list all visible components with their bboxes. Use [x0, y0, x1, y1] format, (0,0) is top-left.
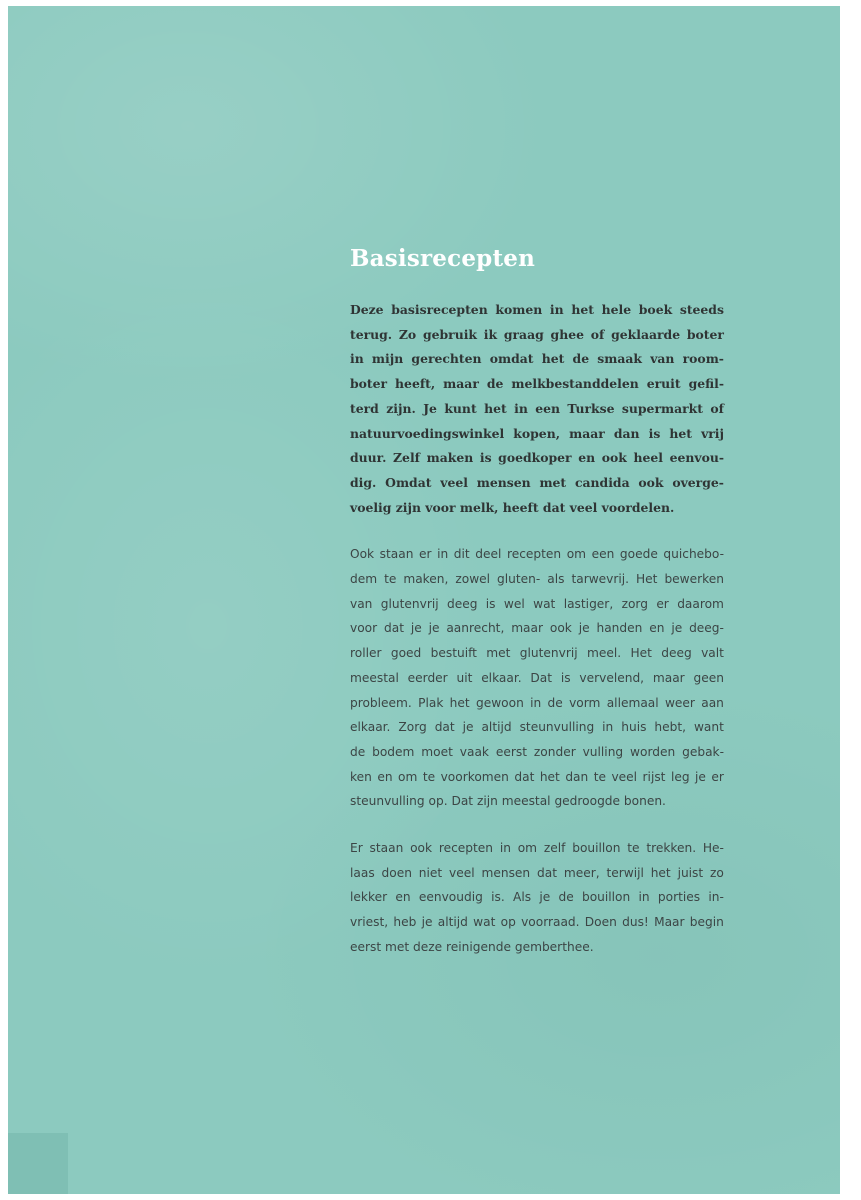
intro-line: Deze basisrecepten komen in het hele boek steeds — [350, 302, 724, 317]
intro-line: in mijn gerechten omdat het de smaak van room- — [350, 351, 724, 367]
intro-line: natuurvoedingswinkel kopen, maar dan is het vrij — [350, 425, 724, 441]
body-line: meestal eerder uit elkaar. Dat is vervelend, maar geen — [350, 670, 724, 685]
body-line: probleem. Plak het gewoon in de vorm allemaal weer aan — [350, 695, 724, 710]
book-page — [8, 6, 840, 1194]
article — [350, 242, 724, 982]
intro-line: terd zijn. Je kunt het in een Turkse supermarkt of — [350, 400, 724, 416]
body-line: roller goed bestuift met glutenvrij meel. Het deeg valt — [350, 646, 724, 661]
body-paragraph-1 — [350, 542, 724, 814]
body-line: dem te maken, zowel gluten- als tarwevrij. Het bewerken — [350, 572, 724, 587]
body-paragraph-2 — [350, 836, 724, 960]
intro-paragraph — [350, 298, 724, 520]
intro-line: boter heeft, maar de melkbestanddelen eruit gefil- — [350, 376, 724, 392]
page-title: Basisrecepten — [350, 245, 536, 272]
body-line: laas doen niet veel mensen dat meer, terwijl het juist zo — [350, 865, 724, 880]
intro-line: terug. Zo gebruik ik graag ghee of geklaarde boter — [350, 326, 724, 342]
body-line: van glutenvrij deeg is wel wat lastiger, zorg er daarom — [350, 596, 724, 611]
body-line: Er staan ook recepten in om zelf bouillon te trekken. He- — [350, 841, 724, 856]
intro-line: voelig zijn voor melk, heeft dat veel voordelen. — [350, 499, 675, 515]
body-line: Ook staan er in dit deel recepten om een goede quichebo- — [350, 547, 724, 562]
body-line: voor dat je je aanrecht, maar ook je handen en je deeg- — [350, 621, 724, 636]
body-line: vriest, heb je altijd wat op voorraad. Doen dus! Maar begin — [350, 915, 724, 930]
body-line: elkaar. Zorg dat je altijd steunvulling in huis hebt, want — [350, 720, 724, 735]
body-line: lekker en eenvoudig is. Als je de bouillon in porties in- — [350, 890, 724, 905]
body-line: steunvulling op. Dat zijn meestal gedroogde bonen. — [350, 794, 666, 809]
body-line: de bodem moet vaak eerst zonder vulling worden gebak- — [350, 744, 724, 759]
body-line: ken en om te voorkomen dat het dan te veel rijst leg je er — [350, 769, 724, 784]
body-line: eerst met deze reinigende gemberthee. — [350, 939, 594, 954]
intro-line: dig. Omdat veel mensen met candida ook overge- — [350, 474, 724, 490]
intro-line: duur. Zelf maken is goedkoper en ook heel eenvou- — [350, 450, 724, 466]
page-corner-mark — [8, 1133, 68, 1194]
